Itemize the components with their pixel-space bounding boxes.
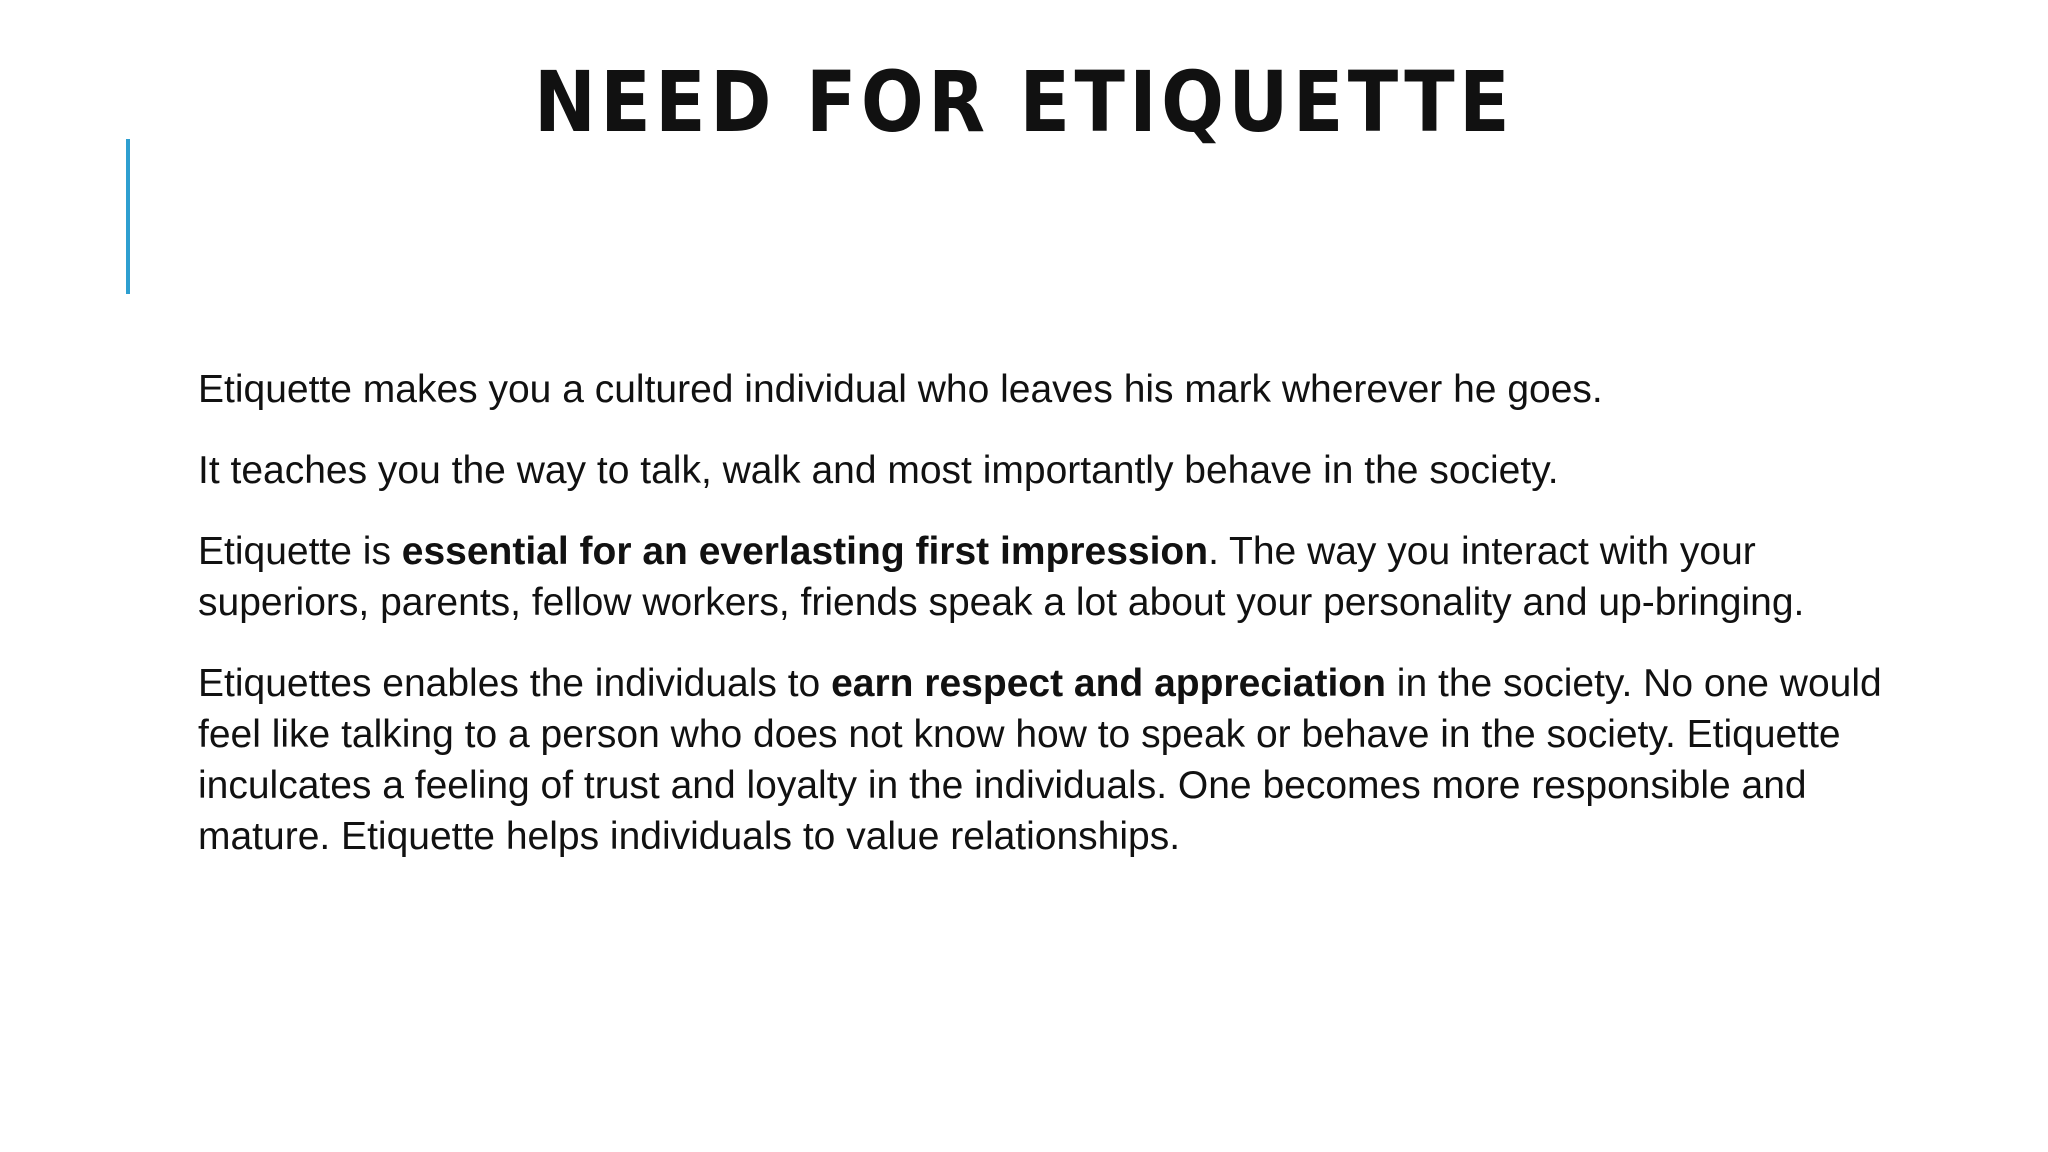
paragraph-text: in the society. No one would feel like talking to a person who does not know how to speak or behave in the society. Etiquette inculcates a feeling of trust and loyalty in the individuals. One becomes more responsible and mature. Etiquette helps individuals to value relationships. (198, 662, 1882, 858)
paragraph-4 (198, 658, 1918, 862)
paragraph-1 (198, 364, 1918, 415)
paragraph-text: . The way you interact with your superiors, parents, fellow workers, friends speak a lot about your personality and up-bringing. (198, 530, 1805, 624)
paragraph-2 (198, 445, 1918, 496)
paragraph-text: It teaches you the way to talk, walk and most importantly behave in the society. (198, 449, 1559, 492)
paragraph-emphasis: essential for an everlasting first impression (401, 530, 1209, 573)
paragraph-text: Etiquettes enables the individuals to (198, 662, 832, 705)
accent-bar (126, 139, 130, 294)
paragraph-text: Etiquette is (198, 530, 402, 573)
paragraph-text: Etiquette makes you a cultured individual who leaves his mark wherever he goes. (198, 368, 1603, 411)
slide-title: NEED FOR ETIQUETTE (534, 53, 1514, 151)
slide-body (198, 364, 1918, 892)
paragraph-emphasis: earn respect and appreciation (831, 662, 1386, 705)
paragraph-3 (198, 526, 1918, 628)
